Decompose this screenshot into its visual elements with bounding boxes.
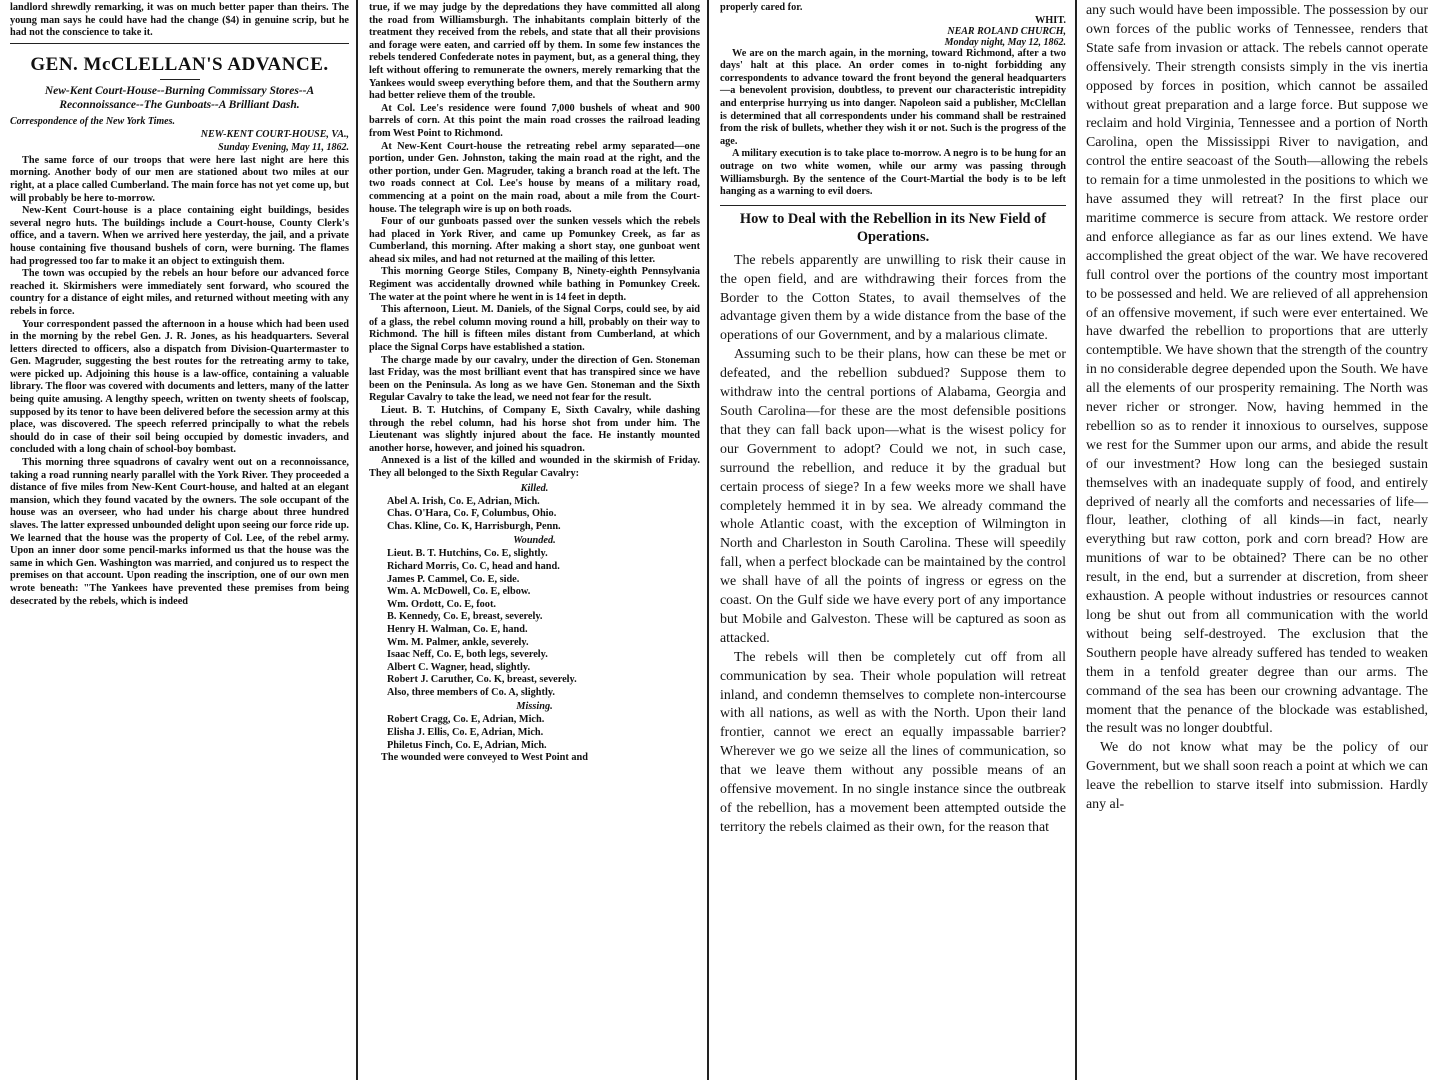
list-item: Wm. M. Palmer, ankle, severely. — [387, 636, 529, 648]
subheadline: New-Kent Court-House--Burning Commissary Stores--A Reconnoissance--The Gunboats--A Brilliant Dash. — [44, 84, 315, 111]
paragraph: Lieut. B. T. Hutchins, of Company E, Sixth Cavalry, while dashing through the rebel column, had his horse shot from under him. The Lieutenant was slightly injured about the face. He instantly mounted another horse, however, and joined his squadron. — [369, 405, 700, 454]
article-body — [1086, 2, 1428, 815]
paragraph: properly cared for. — [720, 2, 803, 13]
paragraph: The town was occupied by the rebels an hour before our advanced force reached it. Skirmishers were immediately sent forward, who scoured the country for a distance of eight miles, and returned without meeting with any rebels in force. — [10, 268, 349, 317]
list-item: Wm. A. McDowell, Co. E, elbow. — [387, 586, 531, 598]
paragraph: This morning three squadrons of cavalry went out on a reconnoissance, taking a road running nearly parallel with the York River. They proceeded a distance of five miles from New-Kent Court-house, and halted at an elegant mansion, which they found vacated by the owners. The sole occupant of the house was an overseer, who had under his charge about three hundred slaves. The latter expressed unbounded delight upon seeing our force ride up. We learned that the house was the property of Col. Lee, of the rebel army. Upon an inner door some pencil-marks informed us that the house was the same in which Gen. Washington was married, and conjured us to respect the premises on that account. Upon reading the inscription, one of our own men wrote beneath: "The Yankees have prevented these premises from being desecrated by the rebels, which is indeed — [10, 457, 349, 607]
paragraph: A military execution is to take place to-morrow. A negro is to be hung for an outrage on two white women, while our army was passing through Williamsburgh. By the sentence of the Court-Martial the body is to be left hanging as a warning to evil doers. — [720, 148, 1066, 198]
paragraph: New-Kent Court-house is a place containing eight buildings, besides several negro huts. The buildings include a Court-house, County Clerk's office, and a tavern. When we arrived here yesterday, the jail, and a private house containing five thousand bushels of corn, were burning. The flames had progressed too far to make it an object to extinguish them. — [10, 205, 349, 267]
separator — [10, 43, 349, 44]
paragraph: This morning George Stiles, Company B, Ninety-eighth Pennsylvania Regiment was accidentally drowned while bathing in Pomunkey Creek. The water at the point where he went in is 14 feet in depth. — [369, 266, 700, 303]
list-item: Henry H. Walman, Co. E, hand. — [387, 623, 528, 635]
list-item: Also, three members of Co. A, slightly. — [387, 686, 555, 698]
list-item: Robert Cragg, Co. E, Adrian, Mich. — [387, 714, 545, 726]
article-body — [10, 155, 349, 608]
list-item: B. Kennedy, Co. E, breast, severely. — [387, 611, 543, 623]
list-item: Chas. O'Hara, Co. F, Columbus, Ohio. — [387, 508, 557, 520]
list-item: Richard Morris, Co. C, head and hand. — [387, 560, 560, 572]
dateline: NEW-KENT COURT-HOUSE, VA., — [200, 128, 349, 140]
list-item: Philetus Finch, Co. E, Adrian, Mich. — [387, 739, 547, 751]
paragraph: landlord shrewdly remarking, it was on much better paper than theirs. The young man says he could have had the change ($4) in genuine scrip, but he had not the conscience to take it. — [10, 2, 349, 39]
correspondent-line: Correspondence of the New York Times. — [10, 115, 175, 127]
column-rule — [707, 0, 709, 1080]
paragraph: The rebels apparently are unwilling to risk their cause in the open field, and are withdrawing their forces from the Border to the Cotton States, to avail themselves of the advantage given them by a wide distance from the base of the operations of our Government, and by a malarious climate. — [720, 252, 1066, 344]
column-4 — [1080, 0, 1434, 1080]
paragraph: any such would have been impossible. The possession by our own forces of the public works of Tennessee, renders that State safe from invasion or attack. The rebels cannot operate offensively. Their strength consists simply in the vis inertia opposed by forces in position, which cannot be assailed without great preparation and a large force. But suppose we reclaim and hold Virginia, Tennessee and a portion of North Carolina, open the Mississippi River to navigation, and control the entire seacoast of the South—allowing the rebels to remain for a time unmolested in the positions to which we have assumed they will retreat? In the first place our maritime commerce is secure from attack. We restore order and enforce allegiance as far as our lines extend. We have accomplished the great object of the war. We have recovered full control over the portions of the country most important to be possessed and held. We are relieved of all apprehension of an offensive movement, if such were ever entertained. We have dwarfed the rebellion to proportions that are utterly contemptible. We have shown that the strength of the country in no considerable degree depended upon the South. We have all the elements of our prosperity remaining. The North was never richer or stronger. Now, having hemmed in the rebellion so as to render it innoxious to ourselves, suppose we rest for the Summer upon our arms, and abide the result of our investment? How long can the besieged sustain themselves with an inadequate supply of food, and entirely deprived of nearly all the comforts and necessaries of life—flour, leather, clothing of all kinds—in fact, nearly everything but raw cotton, pork and corn bread? How are munitions of war to be obtained? There can be no other result, in the end, but a surrender at discretion, from sheer exhaustion. A people without industries or resources cannot long be shut out from all communication with the world without being self-destroyed. The exclusion that the Southern people have already suffered has tended to weaken them in a tenfold greater degree than our arms. The command of the sea has been our crowning advantage. The moment that the penance of the blockade was established, the result was no longer doubtful. — [1086, 3, 1428, 737]
paragraph: Four of our gunboats passed over the sunken vessels which the rebels had placed in York River, and came up Pomunkey Creek, as far as Cumberland, this morning. After making a short stay, one gunboat went ahead six miles, and had not returned at the mailing of this letter. — [369, 216, 700, 265]
headline: How to Deal with the Rebellion in its New Field of Operations. — [739, 210, 1047, 245]
wounded-list — [369, 548, 700, 699]
paragraph: We are on the march again, in the morning, toward Richmond, after a two days' halt at this place. An order comes in to-night forbidding any correspondents to advance toward the front beyond the general headquarters—a benevolent provision, doubtless, to prevent our characteristic intrepidity and enterprise hurrying us into danger. Napoleon said a publisher, McClellan is determined that all correspondents under his command shall be restrained from the risk of bullets, whether they wish it or not. Such is the progress of the age. — [720, 47, 1066, 147]
column-rule — [356, 0, 358, 1080]
paragraph: The wounded were conveyed to West Point and — [381, 752, 588, 764]
dateline: Sunday Evening, May 11, 1862. — [218, 141, 349, 153]
list-item: Chas. Kline, Co. K, Harrisburgh, Penn. — [387, 520, 561, 532]
dateline: Monday night, May 12, 1862. — [944, 36, 1066, 48]
paragraph: Annexed is a list of the killed and wounded in the skirmish of Friday. They all belonged to the Sixth Regular Cavalry: — [369, 455, 700, 479]
paragraph: true, if we may judge by the depredations they have committed all along the road from Williamsburgh. The inhabitants complain bitterly of the treatment they received from the rebels, and state that all their provisions and forage were eaten, and carried off by them. In some few instances the rebels tendered Confederate notes in payment, but, as a general thing, they left without offering to remunerate the owners, merely remarking that the Yankees would sweep everything before them, and that the Southern army had better relieve them of the trouble. — [369, 2, 700, 102]
list-item: Albert C. Wagner, head, slightly. — [387, 661, 531, 673]
paragraph: The same force of our troops that were here last night are here this morning. Another body of our men are stationed about two miles at our right, at a place called Cumberland. The main force has not yet come up, but will probably be here to-morrow. — [10, 154, 349, 204]
paragraph: We do not know what may be the policy of our Government, but we shall soon reach a point at which we can leave the rebellion to starve itself into submission. Hardly any al- — [1086, 740, 1428, 813]
column-rule — [1075, 0, 1077, 1080]
paragraph: Assuming such to be their plans, how can these be met or defeated, and the rebellion subdued? Suppose them to withdraw into the central portions of Alabama, Georgia and South Carolina—for these are the most defensible positions that they can fall back upon—what is the wisest policy for our Government to adopt? Could we not, in such case, surround the rebellion, and reduce it by the gradual but certain process of siege? In a few weeks more we shall have completely hemmed it in by sea. We already command the whole Atlantic coast, with the exception of Wilmington in North and Charleston in South Carolina. These will speedily fall, when a perfect blockade can be maintained by the control we shall have of all the points of ingress or egress on the coast. On the Gulf side we have every port of any importance but Mobile and Galveston. These will be captured as soon as attacked. — [720, 347, 1066, 646]
article-body — [720, 252, 1066, 838]
article-body — [369, 2, 700, 481]
signature: WHIT. — [1035, 14, 1066, 26]
dateline: NEAR ROLAND CHURCH, — [947, 25, 1066, 37]
paragraph: At New-Kent Court-house the retreating rebel army separated—one portion, under Gen. Johnston, taking the main road at the right, and the other portion, under Gen. Magruder, taking a branch road at the left. The two roads connect at Col. Lee's house by means of a military road, commencing at a point on the main road, about a mile from the Court-house. The telegraph wire is up on both roads. — [369, 140, 700, 215]
paragraph: The rebels will then be completely cut off from all communication by sea. Their whole population will retreat inland, and condemn themselves to complete non-intercourse with all nations, as well as with the North. Upon their land frontier, cannot we erect an equally impassable barrier? Wherever we go we seize all the lines of communication, so that we leave them without any possible means of an offensive movement. In no single instance since the outbreak of the rebellion, has a movement been attempted outside the territory the rebels claimed as their own, for the reason that — [720, 649, 1066, 835]
headline: GEN. McCLELLAN'S ADVANCE. — [30, 53, 329, 75]
list-item: James P. Cammel, Co. E, side. — [387, 573, 520, 585]
list-heading-wounded: Wounded. — [513, 535, 556, 547]
list-item: Elisha J. Ellis, Co. E, Adrian, Mich. — [387, 727, 544, 739]
killed-list — [369, 496, 700, 534]
list-heading-missing: Missing. — [516, 701, 553, 713]
column-1 — [0, 0, 355, 1080]
paragraph: At Col. Lee's residence were found 7,000 bushels of wheat and 900 barrels of corn. At this point the main road crosses the railroad leading from West Point to Richmond. — [369, 102, 700, 139]
divider — [160, 79, 200, 80]
paragraph: The charge made by our cavalry, under the direction of Gen. Stoneman last Friday, was the most brilliant event that has transpired since we have been on the Peninsula. As long as we have Gen. Stoneman and the Sixth Regular Cavalry to take the lead, we need not fear for the result. — [369, 354, 700, 404]
list-item: Lieut. B. T. Hutchins, Co. E, slightly. — [387, 548, 548, 560]
list-heading-killed: Killed. — [520, 482, 549, 494]
paragraph: This afternoon, Lieut. M. Daniels, of the Signal Corps, could see, by aid of a glass, the rebel column moving round a hill, probably on their way to Richmond. The hill is fifteen miles distant from Cumberland, at which place the Signal Corps have established a station. — [369, 304, 700, 354]
paragraph: Your correspondent passed the afternoon in a house which had been used in the morning by the rebel Gen. J. R. Jones, as his headquarters. Several letters directed to officers, also a dispatch from Division-Quartermaster to Gen. Magruder, suggesting the best routes for the retreating army to take, were picked up. Adjoining this house is a law-office, containing a valuable library. The floor was covered with documents and letters, many of the latter being quite amusing. A lengthy speech, written on twenty sheets of foolscap, supposed by its tenor to have been delivered before the secession army at this place, was discovered. The speech referred principally to what the rebels should do in case of their soil being occupied by domestic invaders, and concluded with a long chain of school-boy bombast. — [10, 318, 349, 456]
list-item: Isaac Neff, Co. E, both legs, severely. — [387, 649, 548, 661]
column-2 — [361, 0, 706, 1080]
article-body — [720, 48, 1066, 199]
column-3 — [712, 0, 1074, 1080]
list-item: Robert J. Caruther, Co. K, breast, severely. — [387, 674, 577, 686]
list-item: Abel A. Irish, Co. E, Adrian, Mich. — [387, 495, 540, 507]
missing-list — [369, 714, 700, 752]
separator — [720, 205, 1066, 206]
list-item: Wm. Ordott, Co. E, foot. — [387, 598, 496, 610]
